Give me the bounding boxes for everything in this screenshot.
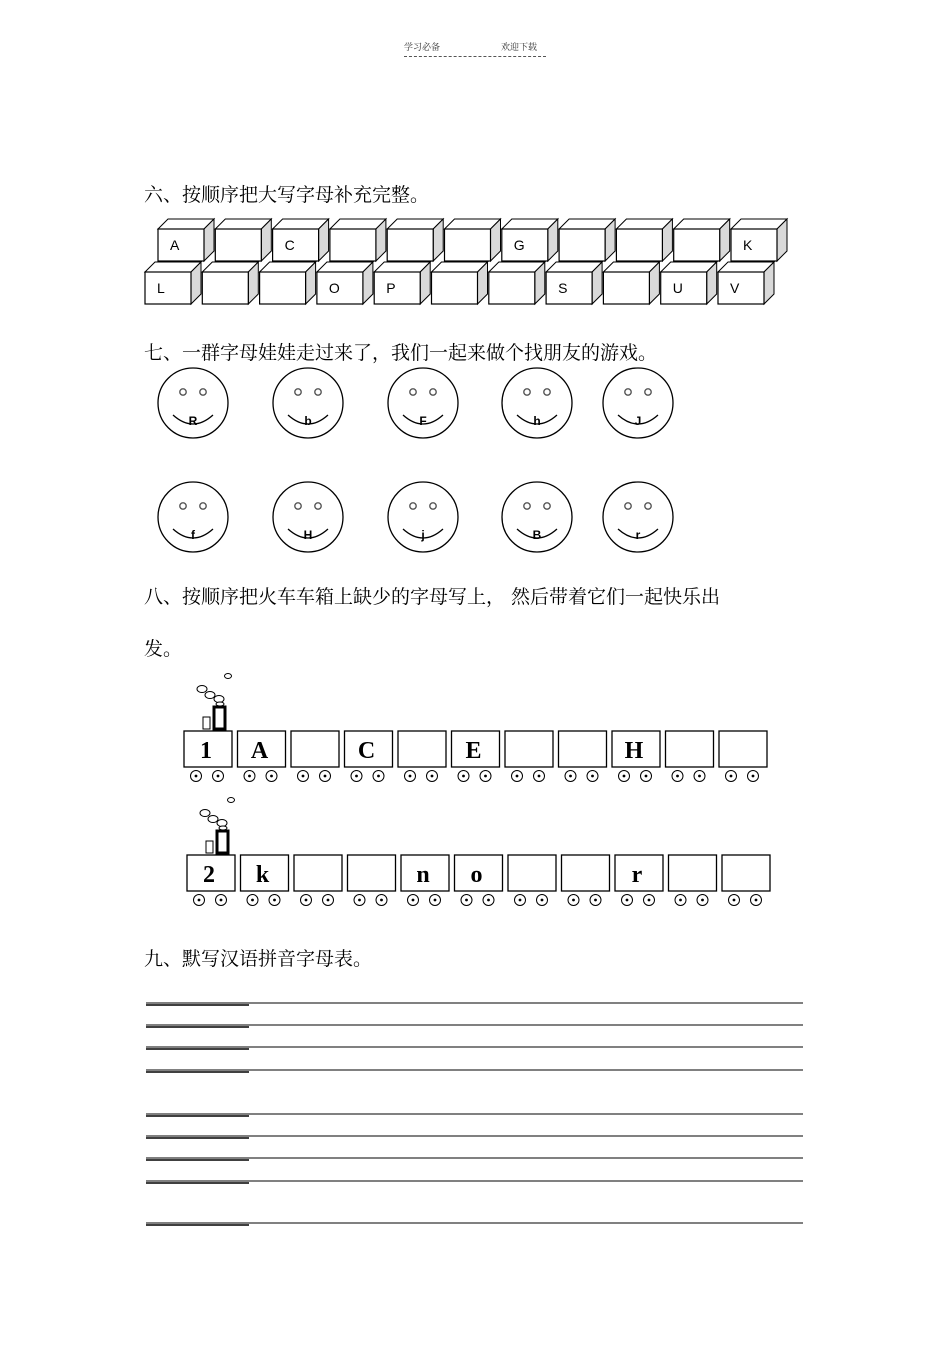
q7-title: 七、一群字母娃娃走过来了，我们一起来做个找朋友的游戏。 (144, 342, 658, 364)
block-letter: L (157, 280, 165, 296)
q8-title-line1: 八、按顺序把火车车箱上缺少的字母写上， 然后带着它们一起快乐出 (144, 586, 721, 608)
car-letter: 1 (200, 738, 212, 764)
face-letter: j (421, 528, 425, 542)
header-right-text: 欢迎下载 (501, 43, 538, 53)
car-letter: H (624, 738, 644, 764)
block-letter: O (328, 280, 340, 296)
block-letter: S (558, 280, 568, 296)
face-letter: H (303, 528, 313, 542)
face-letter: F (419, 414, 427, 428)
face-letter: f (191, 528, 195, 542)
face-letter: B (532, 528, 542, 542)
block-letter: C (284, 237, 295, 253)
car-letter: o (470, 862, 483, 888)
car-letter: E (465, 738, 482, 764)
face-letter: r (635, 528, 641, 542)
face-letter: R (188, 414, 198, 428)
car-letter: C (357, 738, 376, 764)
block-letter: P (386, 280, 396, 296)
block-letter: K (743, 237, 753, 253)
car-letter: r (631, 862, 643, 888)
face-letter: h (533, 414, 541, 428)
block-letter: G (513, 237, 525, 253)
header-left-text: 学习必备 (404, 43, 441, 53)
face-letter: J (634, 414, 642, 428)
car-letter: k (255, 862, 270, 888)
block-letter: A (170, 237, 180, 253)
car-letter: A (250, 738, 269, 764)
q9-title: 九、默写汉语拼音字母表。 (144, 948, 373, 970)
q8-title-line2: 发。 (144, 638, 183, 660)
block-letter: U (672, 280, 683, 296)
q6-title: 六、按顺序把大写字母补充完整。 (144, 184, 430, 206)
face-letter: b (304, 414, 312, 428)
car-letter: n (416, 862, 430, 888)
car-letter: 2 (203, 862, 215, 888)
block-letter: V (730, 280, 740, 296)
